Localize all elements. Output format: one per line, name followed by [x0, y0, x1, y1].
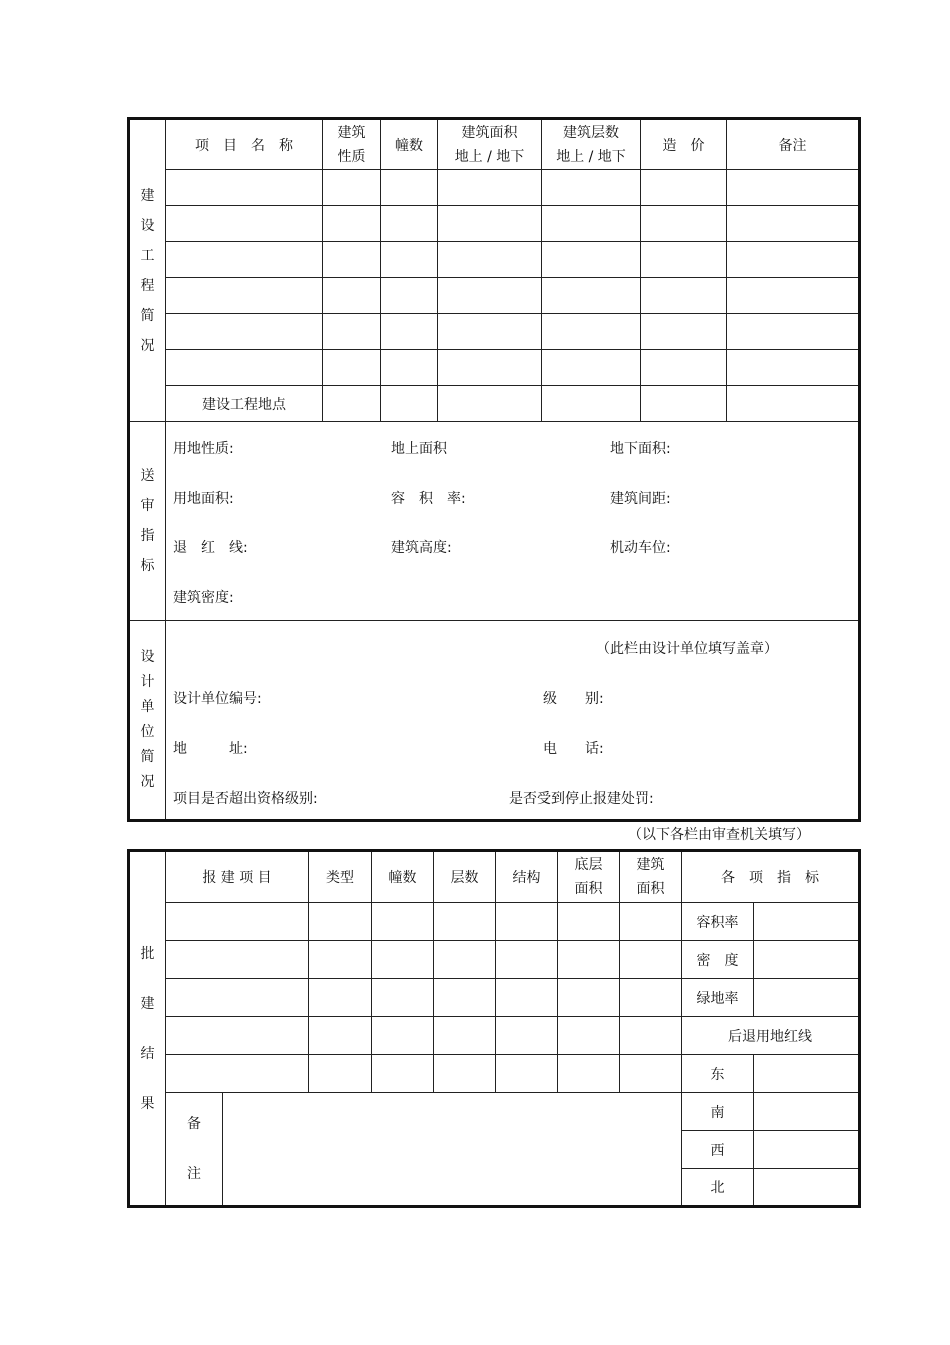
review-indicators [166, 422, 860, 621]
header-count: 幢数 [381, 119, 438, 170]
input-cell[interactable] [372, 941, 434, 979]
input-cell[interactable] [166, 1017, 309, 1055]
header-item: 报 建 项 目 [166, 851, 309, 903]
design-unit-info [166, 621, 860, 821]
input-cell[interactable] [372, 1017, 434, 1055]
review-authority-note: （以下各栏由审查机关填写） [628, 827, 810, 843]
design-unit-note: （此栏由设计单位填写盖章） [596, 641, 778, 657]
input-cell[interactable] [558, 1055, 620, 1093]
input-cell[interactable] [438, 242, 542, 278]
input-cell[interactable] [542, 314, 641, 350]
input-cell[interactable] [754, 1093, 860, 1131]
input-cell[interactable] [496, 1055, 558, 1093]
input-cell[interactable] [323, 278, 381, 314]
input-cell[interactable] [381, 314, 438, 350]
header-type: 类型 [309, 851, 372, 903]
input-cell[interactable] [727, 206, 860, 242]
input-cell[interactable] [754, 903, 860, 941]
input-cell[interactable] [372, 1055, 434, 1093]
header-indicators: 各 项 指 标 [682, 851, 860, 903]
input-cell[interactable] [754, 1055, 860, 1093]
input-cell[interactable] [620, 1055, 682, 1093]
input-cell[interactable] [434, 979, 496, 1017]
table-row [129, 1017, 860, 1055]
header-floors: 层数 [434, 851, 496, 903]
approval-result-form [127, 849, 861, 1208]
density-field[interactable]: 建筑密度: [173, 590, 234, 606]
input-cell[interactable] [438, 206, 542, 242]
input-cell[interactable] [372, 903, 434, 941]
table-row [129, 206, 860, 242]
input-cell[interactable] [496, 1017, 558, 1055]
land-area-field[interactable]: 用地面积: [173, 491, 234, 507]
input-cell[interactable] [434, 1017, 496, 1055]
unit-number-field[interactable]: 设计单位编号: [173, 691, 262, 707]
input-cell[interactable] [641, 206, 727, 242]
input-cell[interactable] [309, 1017, 372, 1055]
input-cell[interactable] [381, 206, 438, 242]
header-nature: 建筑 性质 [323, 119, 381, 170]
direction-north-label: 北 [682, 1169, 754, 1207]
input-cell[interactable] [641, 314, 727, 350]
indicator-far-label: 容积率 [682, 903, 754, 941]
input-cell[interactable] [542, 206, 641, 242]
input-cell[interactable] [309, 941, 372, 979]
setback-field[interactable]: 退 红 线: [173, 540, 248, 556]
input-cell[interactable] [309, 1055, 372, 1093]
parking-field[interactable]: 机动车位: [610, 540, 671, 556]
table-row [129, 1055, 860, 1093]
input-cell[interactable] [438, 350, 542, 386]
section-label-project: 建 设 工 程 简 况 [129, 119, 166, 422]
input-cell[interactable] [166, 979, 309, 1017]
input-cell[interactable] [754, 979, 860, 1017]
input-cell[interactable] [727, 350, 860, 386]
setback-title: 后退用地红线 [682, 1017, 860, 1055]
far-field[interactable]: 容 积 率: [391, 491, 466, 507]
table-row [129, 278, 860, 314]
indicator-green-label: 绿地率 [682, 979, 754, 1017]
input-cell[interactable] [438, 170, 542, 206]
header-cost: 造 价 [641, 119, 727, 170]
input-cell[interactable] [641, 350, 727, 386]
input-cell[interactable] [641, 278, 727, 314]
header-build-area: 建筑 面积 [620, 851, 682, 903]
input-cell[interactable] [641, 386, 727, 422]
header-structure: 结构 [496, 851, 558, 903]
input-cell[interactable] [166, 206, 323, 242]
input-cell[interactable] [166, 1055, 309, 1093]
input-cell[interactable] [166, 903, 309, 941]
over-grade-field[interactable]: 项目是否超出资格级别: [173, 791, 318, 807]
input-cell[interactable] [542, 242, 641, 278]
input-cell[interactable] [542, 350, 641, 386]
spacing-field[interactable]: 建筑间距: [610, 491, 671, 507]
table-row [129, 941, 860, 979]
input-cell[interactable] [434, 941, 496, 979]
input-cell[interactable] [496, 903, 558, 941]
input-cell[interactable] [381, 350, 438, 386]
input-cell[interactable] [438, 386, 542, 422]
input-cell[interactable] [727, 386, 860, 422]
header-floors: 建筑层数 地上 / 地下 [542, 119, 641, 170]
table-row [129, 170, 860, 206]
input-cell[interactable] [558, 1017, 620, 1055]
input-cell[interactable] [434, 1055, 496, 1093]
header-base-area: 底层 面积 [558, 851, 620, 903]
input-cell[interactable] [754, 941, 860, 979]
input-cell[interactable] [641, 242, 727, 278]
input-cell[interactable] [381, 278, 438, 314]
input-cell[interactable] [381, 170, 438, 206]
input-cell[interactable] [620, 903, 682, 941]
input-cell[interactable] [542, 386, 641, 422]
header-remark: 备注 [727, 119, 860, 170]
input-cell[interactable] [542, 170, 641, 206]
input-cell[interactable] [558, 979, 620, 1017]
input-cell[interactable] [166, 314, 323, 350]
table-row [129, 979, 860, 1017]
input-cell[interactable] [323, 206, 381, 242]
height-field[interactable]: 建筑高度: [391, 540, 452, 556]
input-cell[interactable] [381, 242, 438, 278]
direction-east-label: 东 [682, 1055, 754, 1093]
input-cell[interactable] [641, 170, 727, 206]
section-label-design-unit: 设 计 单 位 简 况 [129, 621, 166, 821]
input-cell[interactable] [558, 941, 620, 979]
table-row [129, 350, 860, 386]
input-cell[interactable] [754, 1169, 860, 1207]
land-use-field[interactable]: 用地性质: [173, 441, 234, 457]
header-area: 建筑面积 地上 / 地下 [438, 119, 542, 170]
input-cell[interactable] [166, 941, 309, 979]
project-overview-form [127, 117, 861, 822]
input-cell[interactable] [323, 350, 381, 386]
section-label-review: 送 审 指 标 [129, 422, 166, 621]
input-cell[interactable] [166, 350, 323, 386]
input-cell[interactable] [727, 314, 860, 350]
table-row [129, 386, 860, 422]
table-row [129, 903, 860, 941]
input-cell[interactable] [542, 278, 641, 314]
input-cell[interactable] [381, 386, 438, 422]
input-cell[interactable] [438, 278, 542, 314]
input-cell[interactable] [620, 941, 682, 979]
location-label: 建设工程地点 [166, 386, 323, 422]
below-area-field[interactable]: 地下面积: [610, 441, 671, 457]
input-cell[interactable] [309, 979, 372, 1017]
input-cell[interactable] [727, 170, 860, 206]
input-cell[interactable] [166, 170, 323, 206]
input-cell[interactable] [620, 1017, 682, 1055]
input-cell[interactable] [727, 278, 860, 314]
penalty-field[interactable]: 是否受到停止报建处罚: [509, 791, 654, 807]
address-field[interactable]: 地 址: [173, 741, 248, 757]
direction-west-label: 西 [682, 1131, 754, 1169]
input-cell[interactable] [620, 979, 682, 1017]
input-cell[interactable] [309, 903, 372, 941]
above-area-field[interactable]: 地上面积 [391, 441, 447, 457]
phone-field[interactable]: 电 话: [543, 741, 604, 757]
table-row [129, 314, 860, 350]
table-row [129, 242, 860, 278]
indicator-density-label: 密 度 [682, 941, 754, 979]
input-cell[interactable] [754, 1131, 860, 1169]
input-cell[interactable] [727, 242, 860, 278]
input-cell[interactable] [323, 242, 381, 278]
input-cell[interactable] [434, 903, 496, 941]
input-cell[interactable] [166, 278, 323, 314]
input-cell[interactable] [496, 941, 558, 979]
input-cell[interactable] [323, 386, 381, 422]
direction-south-label: 南 [682, 1093, 754, 1131]
input-cell[interactable] [558, 903, 620, 941]
remark-input[interactable] [223, 1093, 682, 1207]
input-cell[interactable] [323, 170, 381, 206]
grade-field[interactable]: 级 别: [543, 691, 604, 707]
header-count: 幢数 [372, 851, 434, 903]
input-cell[interactable] [372, 979, 434, 1017]
input-cell[interactable] [323, 314, 381, 350]
input-cell[interactable] [166, 242, 323, 278]
input-cell[interactable] [496, 979, 558, 1017]
remark-label: 备 注 [166, 1093, 223, 1207]
header-project-name: 项 目 名 称 [166, 119, 323, 170]
section-label-approval: 批 建 结 果 [129, 851, 166, 1207]
input-cell[interactable] [438, 314, 542, 350]
